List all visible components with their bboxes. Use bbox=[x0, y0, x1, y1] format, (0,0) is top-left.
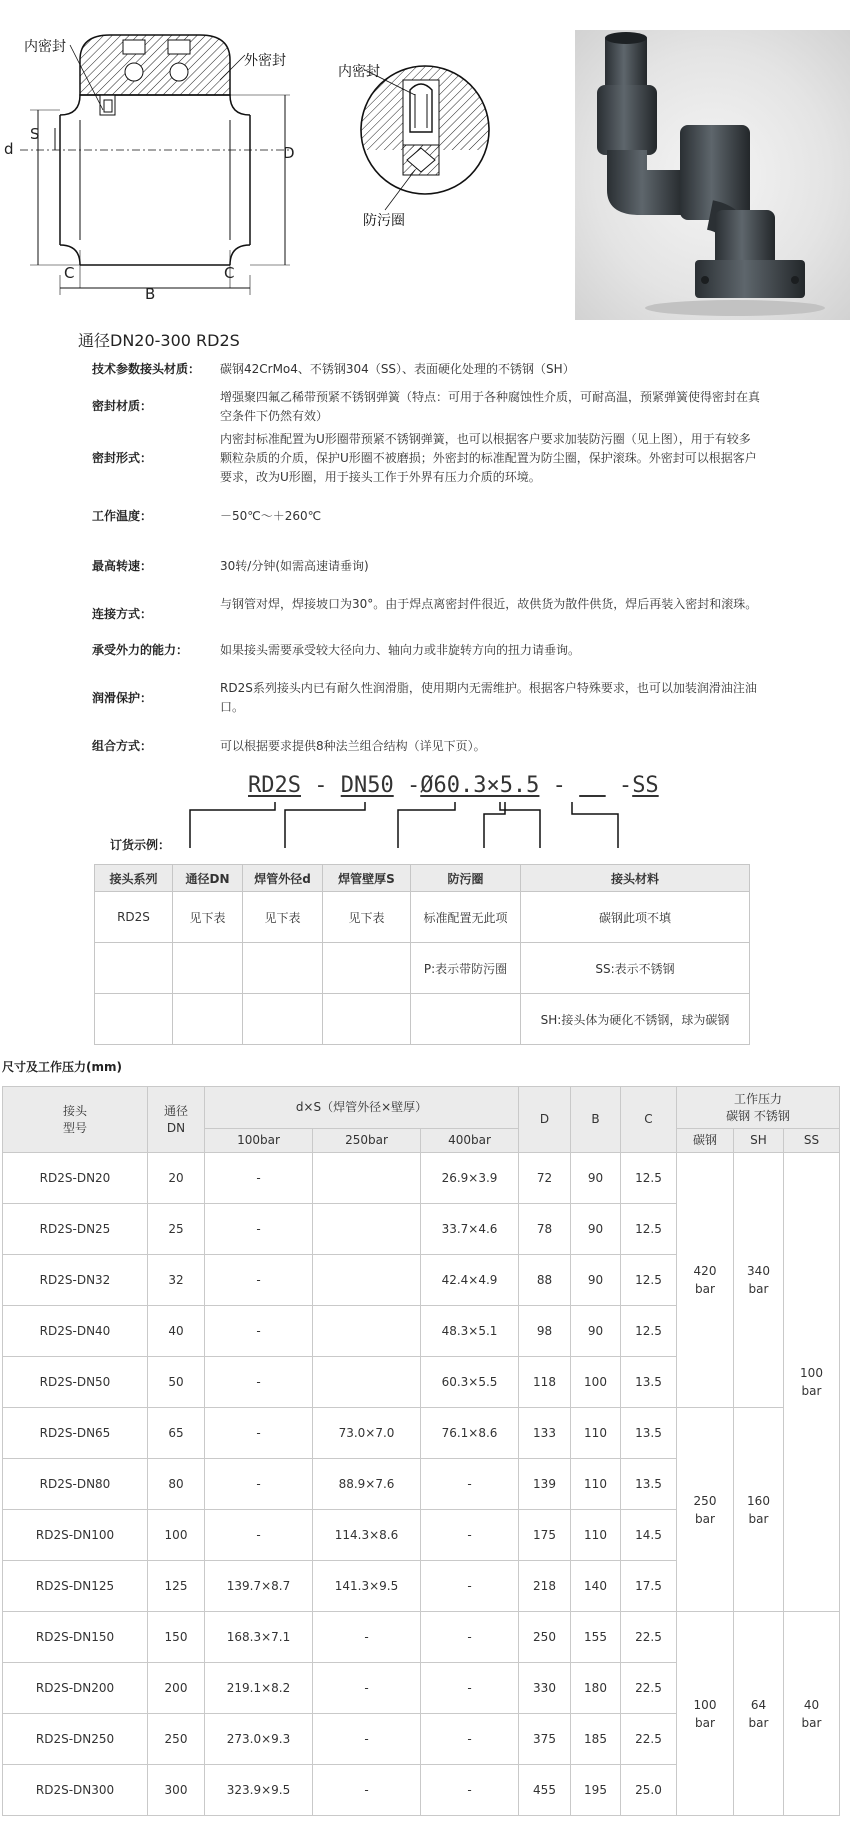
cell-400bar: 48.3×5.1 bbox=[421, 1306, 519, 1357]
dim-label-c-left: C bbox=[64, 264, 75, 282]
seal-detail-diagram bbox=[355, 60, 495, 200]
cell-D: 250 bbox=[519, 1612, 571, 1663]
cell-B: 100 bbox=[571, 1357, 621, 1408]
table-row bbox=[3, 1153, 840, 1204]
dim-th-dxs: d×S（焊管外径×壁厚） bbox=[205, 1087, 519, 1129]
cell-100bar: 323.9×9.5 bbox=[205, 1765, 313, 1816]
product-photo bbox=[575, 30, 850, 320]
cell-pressure-ss: 100 bar bbox=[784, 1153, 840, 1612]
cell-100bar: - bbox=[205, 1255, 313, 1306]
table-row bbox=[3, 1612, 840, 1663]
cell-D: 455 bbox=[519, 1765, 571, 1816]
cell-dn: 100 bbox=[148, 1510, 205, 1561]
dim-th-250bar: 250bar bbox=[313, 1129, 421, 1153]
cell-400bar: - bbox=[421, 1612, 519, 1663]
spec-label: 承受外力的能力： bbox=[92, 643, 189, 657]
order-td: P:表示带防污圈 bbox=[411, 943, 521, 994]
dim-th-C: C bbox=[621, 1087, 677, 1153]
cell-B: 110 bbox=[571, 1408, 621, 1459]
cell-250bar bbox=[313, 1255, 421, 1306]
order-td bbox=[411, 994, 521, 1045]
table-row bbox=[3, 1408, 840, 1459]
cell-B: 90 bbox=[571, 1306, 621, 1357]
cell-250bar: 141.3×9.5 bbox=[313, 1561, 421, 1612]
cell-dn: 300 bbox=[148, 1765, 205, 1816]
label-detail-inner-seal: 内密封 bbox=[338, 64, 380, 80]
spec-value: －50℃～＋260℃ bbox=[220, 509, 322, 523]
order-td: 碳钢此项不填 bbox=[521, 892, 750, 943]
cell-400bar: - bbox=[421, 1561, 519, 1612]
cell-250bar bbox=[313, 1204, 421, 1255]
cell-400bar: 76.1×8.6 bbox=[421, 1408, 519, 1459]
cell-D: 88 bbox=[519, 1255, 571, 1306]
detail-dust-ring-leader bbox=[380, 165, 420, 215]
label-detail-dust-ring: 防污圈 bbox=[363, 213, 405, 229]
cell-dn: 80 bbox=[148, 1459, 205, 1510]
cell-B: 180 bbox=[571, 1663, 621, 1714]
order-code-sep: - bbox=[393, 773, 421, 798]
order-code-sep: - bbox=[539, 773, 580, 798]
order-code-pipe: Ø60.3×5.5 bbox=[420, 773, 540, 798]
cell-pressure-cs: 250 bar bbox=[677, 1408, 734, 1612]
cell-400bar: - bbox=[421, 1714, 519, 1765]
cell-400bar: 26.9×3.9 bbox=[421, 1153, 519, 1204]
cell-B: 195 bbox=[571, 1765, 621, 1816]
dimension-table-title: 尺寸及工作压力(mm) bbox=[2, 1060, 122, 1074]
order-code-series: RD2S bbox=[248, 773, 301, 798]
cell-type: RD2S-DN32 bbox=[3, 1255, 148, 1306]
cell-100bar: 139.7×8.7 bbox=[205, 1561, 313, 1612]
cell-type: RD2S-DN65 bbox=[3, 1408, 148, 1459]
cell-250bar: 114.3×8.6 bbox=[313, 1510, 421, 1561]
order-th: 防污圈 bbox=[411, 865, 521, 892]
cell-B: 90 bbox=[571, 1204, 621, 1255]
order-code-material: SS bbox=[632, 773, 659, 798]
dim-th-400bar: 400bar bbox=[421, 1129, 519, 1153]
dim-header-row bbox=[3, 1087, 840, 1129]
cell-250bar bbox=[313, 1153, 421, 1204]
cell-100bar: - bbox=[205, 1408, 313, 1459]
cell-dn: 20 bbox=[148, 1153, 205, 1204]
cell-400bar: 33.7×4.6 bbox=[421, 1204, 519, 1255]
cell-B: 185 bbox=[571, 1714, 621, 1765]
cell-type: RD2S-DN80 bbox=[3, 1459, 148, 1510]
cell-D: 72 bbox=[519, 1153, 571, 1204]
cell-pressure-sh: 160 bar bbox=[734, 1408, 784, 1612]
spec-label: 最高转速： bbox=[92, 559, 153, 573]
cell-100bar: - bbox=[205, 1306, 313, 1357]
order-table-row bbox=[95, 892, 750, 943]
cell-type: RD2S-DN25 bbox=[3, 1204, 148, 1255]
cell-B: 110 bbox=[571, 1510, 621, 1561]
label-outer-seal: 外密封 bbox=[244, 53, 286, 69]
cell-type: RD2S-DN50 bbox=[3, 1357, 148, 1408]
spec-value: 如果接头需要承受较大径向力、轴向力或非旋转方向的扭力请垂询。 bbox=[220, 643, 581, 657]
cell-100bar: - bbox=[205, 1204, 313, 1255]
order-td: 见下表 bbox=[173, 892, 243, 943]
spec-label: 技术参数接头材质： bbox=[92, 362, 201, 376]
order-code-sep: - bbox=[605, 773, 633, 798]
cell-400bar: - bbox=[421, 1765, 519, 1816]
cell-C: 12.5 bbox=[621, 1255, 677, 1306]
order-th: 焊管外径d bbox=[243, 865, 323, 892]
cell-type: RD2S-DN250 bbox=[3, 1714, 148, 1765]
cell-type: RD2S-DN125 bbox=[3, 1561, 148, 1612]
dim-label-d-outer: D bbox=[283, 144, 295, 162]
cell-C: 22.5 bbox=[621, 1714, 677, 1765]
spec-label: 连接方式： bbox=[92, 607, 153, 621]
cell-100bar: - bbox=[205, 1459, 313, 1510]
cell-C: 14.5 bbox=[621, 1510, 677, 1561]
spec-value: 与钢管对焊，焊接坡口为30°。由于焊点离密封件很近，故供货为散件供货，焊后再装入密封和滚珠。 bbox=[220, 597, 758, 611]
cell-dn: 25 bbox=[148, 1204, 205, 1255]
order-td: SH:接头体为硬化不锈钢，球为碳钢 bbox=[521, 994, 750, 1045]
order-code-brackets bbox=[180, 800, 740, 850]
order-td: SS:表示不锈钢 bbox=[521, 943, 750, 994]
cell-C: 12.5 bbox=[621, 1204, 677, 1255]
cell-pressure-ss: 40 bar bbox=[784, 1612, 840, 1816]
cell-C: 22.5 bbox=[621, 1663, 677, 1714]
spec-label: 润滑保护： bbox=[92, 691, 153, 705]
cell-C: 12.5 bbox=[621, 1306, 677, 1357]
cell-C: 13.5 bbox=[621, 1357, 677, 1408]
cell-250bar: - bbox=[313, 1714, 421, 1765]
cell-D: 78 bbox=[519, 1204, 571, 1255]
spec-label: 组合方式： bbox=[92, 739, 153, 753]
order-th: 焊管壁厚S bbox=[323, 865, 411, 892]
cell-B: 90 bbox=[571, 1255, 621, 1306]
spec-value: 碳钢42CrMo4、不锈钢304（SS）、表面硬化处理的不锈钢（SH） bbox=[220, 362, 575, 376]
cell-100bar: - bbox=[205, 1153, 313, 1204]
cell-pressure-cs: 420 bar bbox=[677, 1153, 734, 1408]
cell-250bar: - bbox=[313, 1663, 421, 1714]
cell-C: 25.0 bbox=[621, 1765, 677, 1816]
order-code bbox=[248, 773, 659, 798]
dim-th-ss: SS bbox=[784, 1129, 840, 1153]
cell-D: 133 bbox=[519, 1408, 571, 1459]
dim-th-sh: SH bbox=[734, 1129, 784, 1153]
series-title: 通径DN20-300 RD2S bbox=[78, 331, 240, 350]
order-td bbox=[323, 994, 411, 1045]
cell-400bar: - bbox=[421, 1510, 519, 1561]
order-td: RD2S bbox=[95, 892, 173, 943]
rotary-joint-image bbox=[575, 30, 850, 320]
dim-th-B: B bbox=[571, 1087, 621, 1153]
order-td bbox=[243, 943, 323, 994]
cell-dn: 40 bbox=[148, 1306, 205, 1357]
order-td bbox=[173, 994, 243, 1045]
spec-value: 增强聚四氟乙稀带预紧不锈钢弹簧（特点：可用于各种腐蚀性介质，可耐高温，预紧弹簧使得密封在真空条件下仍然有效） bbox=[220, 390, 761, 423]
cell-D: 139 bbox=[519, 1459, 571, 1510]
order-th: 通径DN bbox=[173, 865, 243, 892]
spec-value: 内密封标准配置为U形圈带预紧不锈钢弹簧，也可以根据客户要求加装防污圈（见上图），用于有较多颗粒杂质的介质，保护U形圈不被磨损；外密封的标准配置为防尘圈，保护滚珠。外密封可以根据客户要求，改为U形圈，用于接头工作于外界有压力介质的环境。 bbox=[220, 432, 757, 484]
order-code-dust-ring bbox=[579, 773, 606, 798]
cell-dn: 32 bbox=[148, 1255, 205, 1306]
label-inner-seal: 内密封 bbox=[24, 39, 66, 55]
order-th: 接头系列 bbox=[95, 865, 173, 892]
dim-th-carbon-steel: 碳钢 bbox=[677, 1129, 734, 1153]
cell-dn: 65 bbox=[148, 1408, 205, 1459]
cell-250bar: 73.0×7.0 bbox=[313, 1408, 421, 1459]
cell-pressure-cs: 100 bar bbox=[677, 1612, 734, 1816]
spec-value: 可以根据要求提供8种法兰组合结构（详见下页）。 bbox=[220, 739, 486, 753]
order-td: 标准配置无此项 bbox=[411, 892, 521, 943]
order-code-dn: DN50 bbox=[340, 773, 394, 798]
cell-dn: 50 bbox=[148, 1357, 205, 1408]
cell-type: RD2S-DN40 bbox=[3, 1306, 148, 1357]
dimension-table bbox=[2, 1086, 840, 1816]
order-code-sep: - bbox=[300, 773, 341, 798]
order-td: 见下表 bbox=[323, 892, 411, 943]
cell-250bar: - bbox=[313, 1612, 421, 1663]
cell-250bar: - bbox=[313, 1765, 421, 1816]
cell-dn: 250 bbox=[148, 1714, 205, 1765]
dim-th-pressure: 工作压力 碳钢 不锈钢 bbox=[677, 1087, 840, 1129]
cell-type: RD2S-DN100 bbox=[3, 1510, 148, 1561]
dim-th-D: D bbox=[519, 1087, 571, 1153]
cell-C: 17.5 bbox=[621, 1561, 677, 1612]
dim-th-100bar: 100bar bbox=[205, 1129, 313, 1153]
cell-100bar: 168.3×7.1 bbox=[205, 1612, 313, 1663]
cell-100bar: - bbox=[205, 1510, 313, 1561]
cell-D: 218 bbox=[519, 1561, 571, 1612]
dim-th-dn: 通径 DN bbox=[148, 1087, 205, 1153]
dim-label-c-right: C bbox=[224, 264, 235, 282]
cell-400bar: - bbox=[421, 1663, 519, 1714]
cell-dn: 150 bbox=[148, 1612, 205, 1663]
cell-C: 13.5 bbox=[621, 1459, 677, 1510]
dim-label-d: d bbox=[4, 140, 14, 158]
order-table-row bbox=[95, 994, 750, 1045]
spec-value: 30转/分钟(如需高速请垂询) bbox=[220, 559, 369, 573]
cell-B: 155 bbox=[571, 1612, 621, 1663]
cell-B: 140 bbox=[571, 1561, 621, 1612]
cell-400bar: 42.4×4.9 bbox=[421, 1255, 519, 1306]
cell-dn: 200 bbox=[148, 1663, 205, 1714]
order-table-header bbox=[95, 865, 750, 892]
cell-250bar bbox=[313, 1357, 421, 1408]
cell-dn: 125 bbox=[148, 1561, 205, 1612]
cell-C: 12.5 bbox=[621, 1153, 677, 1204]
order-td bbox=[173, 943, 243, 994]
cell-pressure-sh: 64 bar bbox=[734, 1612, 784, 1816]
cell-D: 118 bbox=[519, 1357, 571, 1408]
cell-type: RD2S-DN150 bbox=[3, 1612, 148, 1663]
spec-value: RD2S系列接头内已有耐久性润滑脂，使用期内无需维护。根据客户特殊要求，也可以加装润滑油注油口。 bbox=[220, 681, 757, 714]
order-table-row bbox=[95, 943, 750, 994]
cell-250bar bbox=[313, 1306, 421, 1357]
order-th: 接头材料 bbox=[521, 865, 750, 892]
cell-type: RD2S-DN20 bbox=[3, 1153, 148, 1204]
cell-100bar: 219.1×8.2 bbox=[205, 1663, 313, 1714]
spec-label: 密封形式： bbox=[92, 451, 153, 465]
cell-400bar: 60.3×5.5 bbox=[421, 1357, 519, 1408]
cell-D: 98 bbox=[519, 1306, 571, 1357]
dim-label-b: B bbox=[145, 285, 156, 303]
cell-B: 110 bbox=[571, 1459, 621, 1510]
cell-D: 330 bbox=[519, 1663, 571, 1714]
dim-th-type: 接头 型号 bbox=[3, 1087, 148, 1153]
order-example-label: 订货示例： bbox=[110, 838, 171, 852]
cell-pressure-sh: 340 bar bbox=[734, 1153, 784, 1408]
order-td: 见下表 bbox=[243, 892, 323, 943]
cell-400bar: - bbox=[421, 1459, 519, 1510]
order-td bbox=[95, 943, 173, 994]
cell-D: 375 bbox=[519, 1714, 571, 1765]
cell-type: RD2S-DN200 bbox=[3, 1663, 148, 1714]
order-td bbox=[243, 994, 323, 1045]
cell-B: 90 bbox=[571, 1153, 621, 1204]
spec-label: 工作温度： bbox=[92, 509, 153, 523]
spec-label: 密封材质： bbox=[92, 399, 153, 413]
cell-type: RD2S-DN300 bbox=[3, 1765, 148, 1816]
cell-D: 175 bbox=[519, 1510, 571, 1561]
cell-100bar: 273.0×9.3 bbox=[205, 1714, 313, 1765]
cell-C: 13.5 bbox=[621, 1408, 677, 1459]
order-td bbox=[323, 943, 411, 994]
dim-label-s: S bbox=[30, 125, 40, 143]
order-table bbox=[94, 864, 750, 1045]
cell-C: 22.5 bbox=[621, 1612, 677, 1663]
cell-250bar: 88.9×7.6 bbox=[313, 1459, 421, 1510]
order-td bbox=[95, 994, 173, 1045]
cell-100bar: - bbox=[205, 1357, 313, 1408]
